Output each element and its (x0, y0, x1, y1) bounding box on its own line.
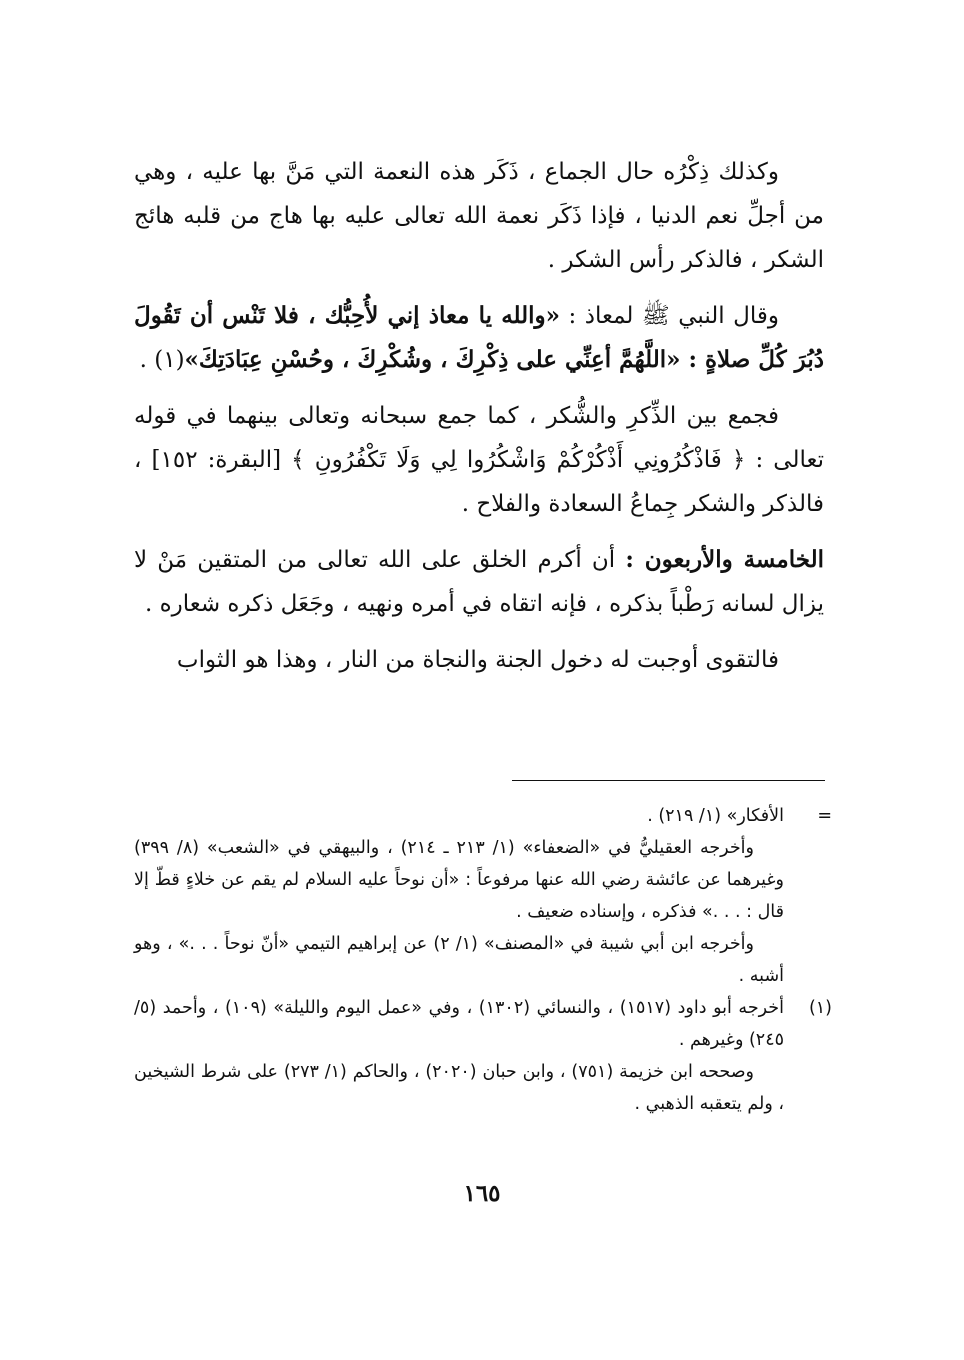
paragraph-4 (134, 538, 824, 626)
paragraph-3: فجمع بين الذِّكرِ والشُّكر ، كما جمع سبحانه وتعالى بينهما في قوله تعالى : ﴿ فَاذْكُرُونِي أَذْكُرْكُمْ وَاشْكُرُوا لِي وَلَا تَكْفُرُونِ ﴾ [البقرة: ١٥٢] ، فالذكر والشكر جِماعُ السعادة والفلاح . (134, 403, 824, 517)
paragraph-1: وكذلك ذِكْرُه حال الجماع ، ذَكَر هذه النعمة التي مَنَّ بها عليه ، وهي من أجلِّ نعم الدنيا ، فإذا ذَكَر نعمة الله تعالى عليه بها هاج من قلبه هائج الشكر ، فالذكر رأس الشكر . (134, 159, 824, 273)
section-label: الخامسة والأربعون : (625, 546, 825, 573)
paragraph-4-text: أن أكرم الخلق على الله تعالى من المتقين مَنْ لا يزال لسانه رَطْباً بذكره ، فإنه اتقاه في أمره ونهيه ، وجَعَل ذكره شعاره . (134, 547, 824, 617)
footnote-ref-1: (١) . (139, 347, 185, 373)
footnote-paragraph: وأخرجه ابن أبي شيبة في «المصنف» (١/ ٢) عن إبراهيم التيمي «أنّ نوحاً . . .» ، وهو أشبه . (134, 934, 784, 986)
footnote-1-text: أخرجه أبو داود (١٥١٧) ، والنسائي (١٣٠٢) ، وفي «عمل اليوم والليلة» (١٠٩) ، وأحمد (٥/ ٢٤٥) وغيرهم . (134, 998, 784, 1050)
continuation-text: الأفكار» (١/ ٢١٩) . (647, 806, 784, 826)
footnote-1-marker: (١) (808, 998, 832, 1018)
main-text (134, 150, 824, 694)
page-number: ١٦٥ (463, 1180, 501, 1207)
paragraph-2 (134, 294, 824, 382)
continuation-marker: = (817, 806, 832, 826)
footnote-divider (512, 780, 825, 781)
paragraph-5: فالتقوى أوجبت له دخول الجنة والنجاة من النار ، وهذا هو الثواب (176, 647, 779, 673)
footnote-1 (134, 992, 832, 1056)
footnote-paragraph: وأخرجه العقيليُّ في «الضعفاء» (١/ ٢١٣ ـ ٢١٤) ، والبيهقي في «الشعب» (٨/ ٣٩٩) وغيرهما عن عائشة رضي الله عنها مرفوعاً : «أن نوحاً عليه السلام لم يقم عن خلاءٍ قطّ إلا قال : . . .» فذكره ، وإسناده ضعيف . (134, 838, 784, 922)
footnote-continuation (134, 800, 832, 832)
hadith-intro: وقال النبي ﷺ لمعاذ : (560, 303, 779, 329)
hadith-quote: «والله يا معاذ إني لأُحِبُّك ، فلا تَنْس أن تَقُولَ دُبُرَ كُلِّ صلاةٍ : «اللَّهُمَّ أعِنِّي على ذِكْرِكَ ، وشُكْرِكَ ، وحُسْنِ عِبَادَتِكَ» (134, 302, 824, 373)
footnotes (134, 800, 832, 1120)
footnote-paragraph: وصححه ابن خزيمة (٧٥١) ، وابن حبان (٢٠٢٠) ، والحاكم (١/ ٢٧٣) على شرط الشيخين ، ولم يتعقبه الذهبي . (134, 1062, 784, 1114)
